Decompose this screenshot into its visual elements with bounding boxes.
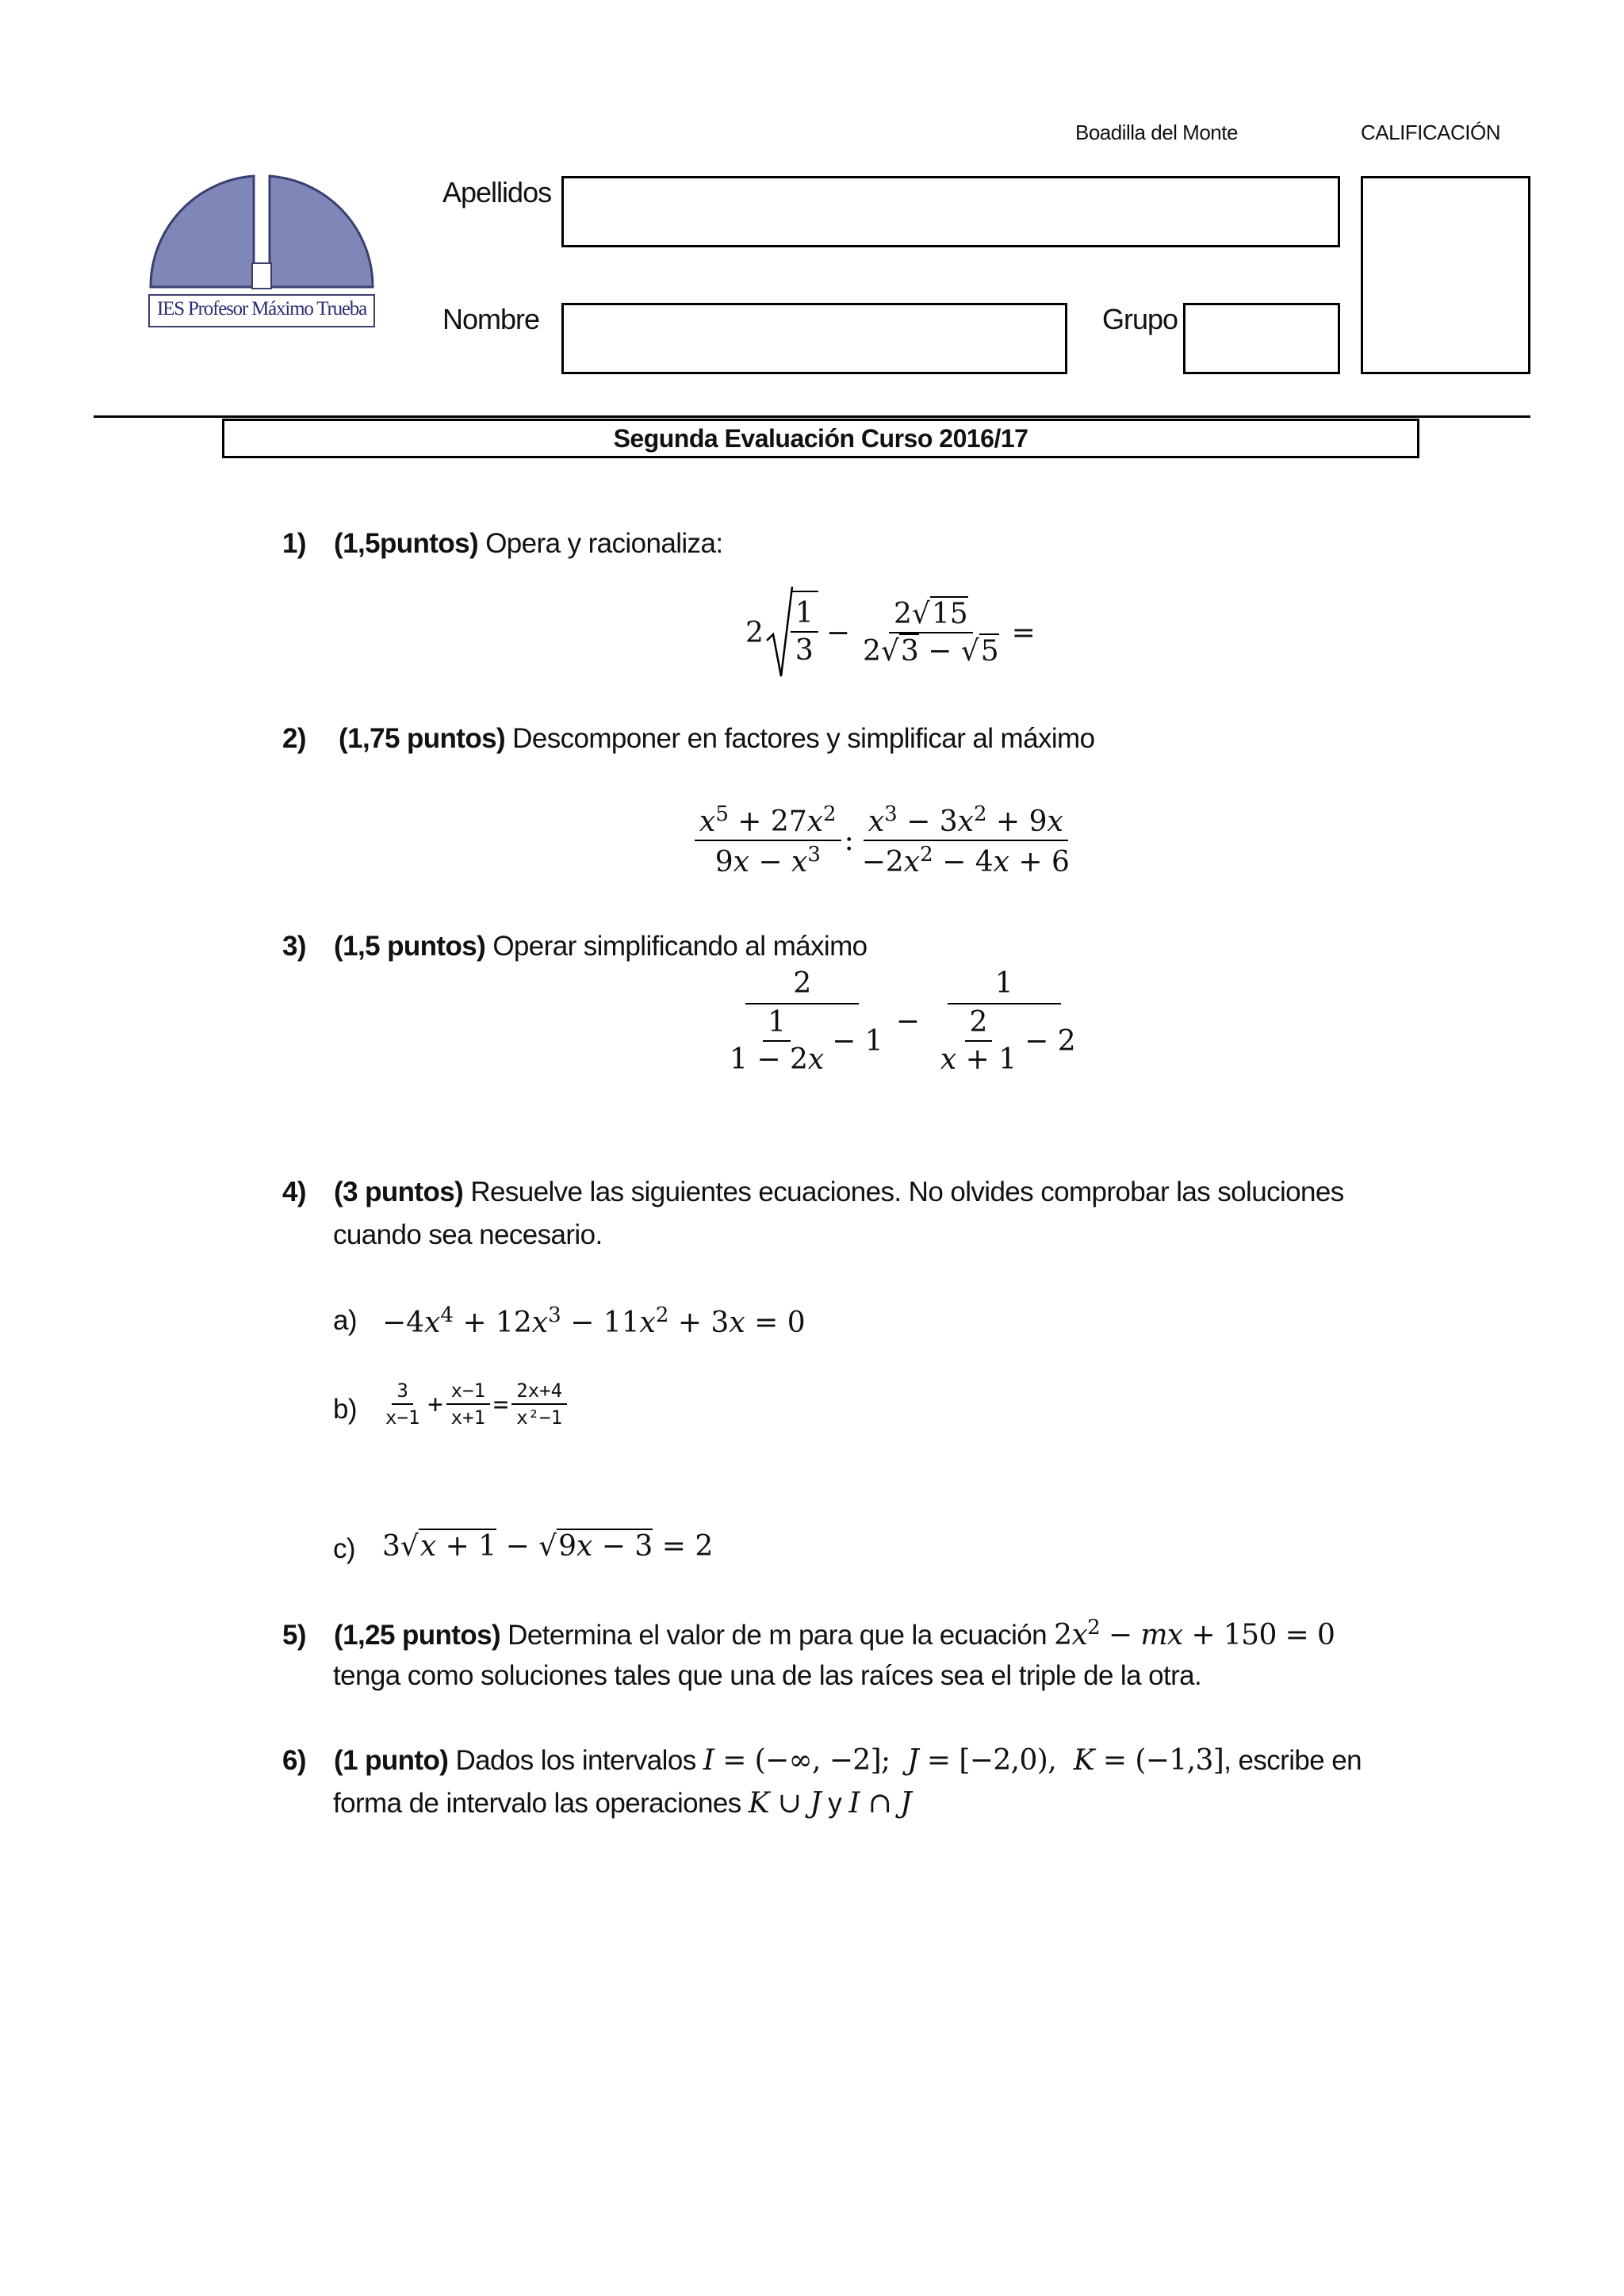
question-5-text: Determina el valor de m para que la ecuación [508,1620,1047,1651]
question-6-tail: , escribe en [1224,1745,1362,1776]
q4a-label: a) [333,1305,357,1336]
town-label: Boadilla del Monte [1075,121,1238,144]
question-3-number: 3) [282,931,306,962]
question-2-text: Descomponer en factores y simplificar al máximo [512,723,1095,754]
question-3-text: Operar simplificando al máximo [492,931,868,962]
q4b-equation: $\frac{3}{x-1}$ + $\frac{x-1}{x+1}$ = $\frac{2x+4}{\text{x²−1}}$ [377,1380,570,1429]
logo-text: IES Profesor Máximo Trueba [157,298,366,320]
grade-box [1361,176,1530,374]
question-1-points: (1,5puntos) [334,528,479,559]
surname-label: Apellidos [442,176,552,209]
question-4-points: (3 puntos) [334,1177,464,1207]
school-logo [143,168,381,335]
q4c-equation: 3√x + 1 − √9x − 3 = 2 [382,1530,714,1563]
question-4-text-cont: cuando sea necesario. [333,1219,603,1250]
q4b-label: b) [333,1394,357,1425]
q4a-equation: $-4x^4 + 12x^3 - 11x^2 + 3x = 0$ [382,1303,806,1339]
question-4 [282,1177,1344,1208]
q6-operations: K ∪ J [748,1787,822,1820]
question-4-number: 4) [282,1177,306,1207]
question-5-number: 5) [282,1620,306,1651]
name-field[interactable] [561,303,1067,374]
surname-field[interactable] [561,176,1340,247]
question-2 [282,723,1094,755]
question-1-number: 1) [282,528,306,559]
q4c-label: c) [333,1533,355,1564]
header-divider [94,415,1530,418]
q1-expression: 2 $\frac{1}{3}$ − $\frac{2√15}{2√3 - √5}$ = [745,585,1036,680]
question-1 [282,528,722,560]
q2-expression: $\frac{x^5 + 27x^2}{9x - x^3}$ : $\frac{x^3 - 3x^2 + 9x}{-2x^2 - 4x + 6}$ [691,802,1078,878]
exam-title-box [222,419,1419,458]
q6-intervals: I = (−∞, −2]; J = [−2,0), K = (−1,3] [703,1744,1224,1777]
group-field[interactable] [1183,303,1340,374]
question-4-text: Resuelve las siguientes ecuaciones. No olvides comprobar las soluciones [470,1177,1344,1207]
question-3-points: (1,5 puntos) [334,931,486,962]
question-6-text-cont: forma de intervalo las operaciones K ∪ J y I ∩ J [333,1787,912,1820]
group-label: Grupo [1102,303,1178,335]
question-6-points: (1 punto) [334,1745,449,1776]
question-5 [282,1616,1335,1651]
question-6-number: 6) [282,1745,306,1776]
question-1-text: Opera y racionaliza: [485,528,723,559]
q5-equation: $2x^2$ − mx + 150 = 0 [1054,1616,1335,1651]
name-label: Nombre [442,303,540,335]
question-6 [282,1744,1362,1777]
question-3 [282,931,867,962]
question-5-text-cont: tenga como soluciones tales que una de las raíces sea el triple de la otra. [333,1660,1202,1691]
question-2-number: 2) [282,723,306,754]
grade-label: CALIFICACIÓN [1361,121,1501,144]
question-5-points: (1,25 puntos) [334,1620,501,1651]
radical-sign [765,585,794,680]
question-2-points: (1,75 puntos) [339,723,506,754]
q3-expression: 2 $\frac{1}{1 - 2x}$ − 1 − 1 $\frac{2}{x + 1}$ − 2 [730,967,1076,1076]
exam-title: Segunda Evaluación Curso 2016/17 [613,424,1028,453]
question-6-text: Dados los intervalos [455,1745,696,1776]
